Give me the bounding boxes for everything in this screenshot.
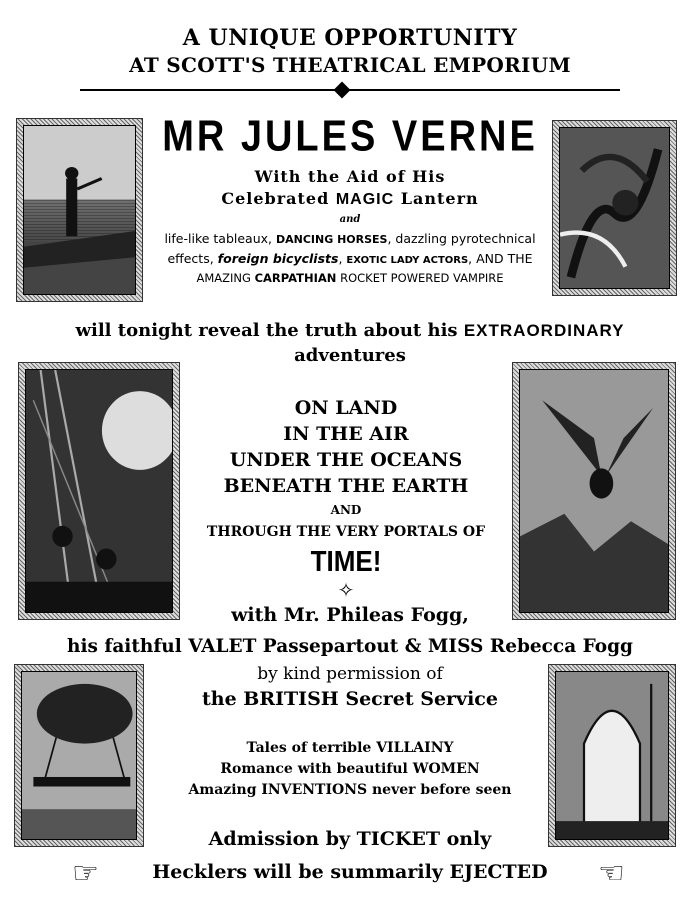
cast-fogg: with Mr. Phileas Fogg, bbox=[231, 604, 469, 626]
attr-bicyclists: foreign bicyclists bbox=[217, 251, 339, 266]
reveal-line-1 bbox=[0, 320, 700, 341]
hand-left-icon: ☞ bbox=[72, 856, 99, 891]
aid-line-1: With the Aid of His bbox=[254, 167, 446, 186]
attr-amazing: AMAZING bbox=[196, 271, 255, 285]
cast-passepartout: his faithful VALET Passepartout & MISS Rebecca Fogg bbox=[67, 636, 633, 657]
place-oceans: UNDER THE OCEANS bbox=[229, 449, 463, 471]
tale-inventions: Amazing INVENTIONS never before seen bbox=[188, 782, 512, 798]
performer-name: MR JULES VERNE bbox=[162, 112, 538, 162]
attractions-line-1 bbox=[150, 231, 550, 246]
attr-carpathian: CARPATHIAN bbox=[254, 271, 337, 285]
attr-comma: , bbox=[338, 251, 347, 266]
engraving-airship bbox=[14, 664, 144, 847]
attr-dancing-horses: DANCING HORSES bbox=[276, 233, 388, 246]
place-air: IN THE AIR bbox=[283, 423, 409, 445]
attr-pyrotechnical: , dazzling pyrotechnical bbox=[387, 231, 536, 246]
divider-ornament bbox=[334, 82, 351, 99]
place-and: AND bbox=[330, 503, 362, 517]
aid-magic: MAGIC bbox=[335, 191, 395, 208]
engraving-sailor bbox=[16, 118, 143, 302]
tale-romance: Romance with beautiful WOMEN bbox=[220, 761, 480, 777]
place-land: ON LAND bbox=[294, 397, 398, 419]
attr-lady-actors: EXOTIC LADY ACTORS bbox=[346, 255, 469, 266]
aid-celebrated: Celebrated bbox=[221, 189, 336, 208]
attractions-line-2 bbox=[150, 251, 550, 266]
attractions-line-3 bbox=[150, 271, 550, 285]
cast-permission: by kind permission of bbox=[257, 664, 443, 684]
attr-tableaux: life-like tableaux, bbox=[164, 231, 276, 246]
engraving-moon-balloon bbox=[18, 362, 180, 620]
aid-lantern: Lantern bbox=[394, 189, 479, 208]
reveal-line-2: adventures bbox=[294, 345, 406, 366]
and-small: and bbox=[339, 214, 361, 225]
hecklers-line: Hecklers will be summarily EJECTED bbox=[152, 861, 548, 883]
cast-secret-service: the BRITISH Secret Service bbox=[202, 688, 498, 710]
place-time: TIME! bbox=[310, 544, 382, 578]
admission-line: Admission by TICKET only bbox=[208, 828, 492, 850]
header-line-1: A UNIQUE OPPORTUNITY bbox=[182, 25, 518, 51]
place-earth: BENEATH THE EARTH bbox=[223, 475, 469, 497]
header-line-2: AT SCOTT'S THEATRICAL EMPORIUM bbox=[129, 53, 571, 77]
aid-line-2 bbox=[150, 189, 550, 209]
attr-effects: effects, bbox=[167, 251, 218, 266]
tale-villainy: Tales of terrible VILLAINY bbox=[246, 740, 454, 756]
place-portals: THROUGH THE VERY PORTALS OF bbox=[206, 524, 486, 540]
hand-right-icon: ☜ bbox=[598, 856, 625, 891]
engraving-flying-machine bbox=[512, 362, 676, 620]
engraving-squid bbox=[552, 120, 677, 296]
engraving-rocket-shell bbox=[548, 664, 676, 847]
ornament-icon: ✧ bbox=[337, 578, 355, 602]
reveal-text: will tonight reveal the truth about his bbox=[75, 320, 464, 341]
attr-vampire: ROCKET POWERED VAMPIRE bbox=[336, 271, 504, 285]
reveal-extraordinary: EXTRAORDINARY bbox=[463, 321, 625, 340]
attr-and-the: , AND THE bbox=[468, 251, 533, 266]
